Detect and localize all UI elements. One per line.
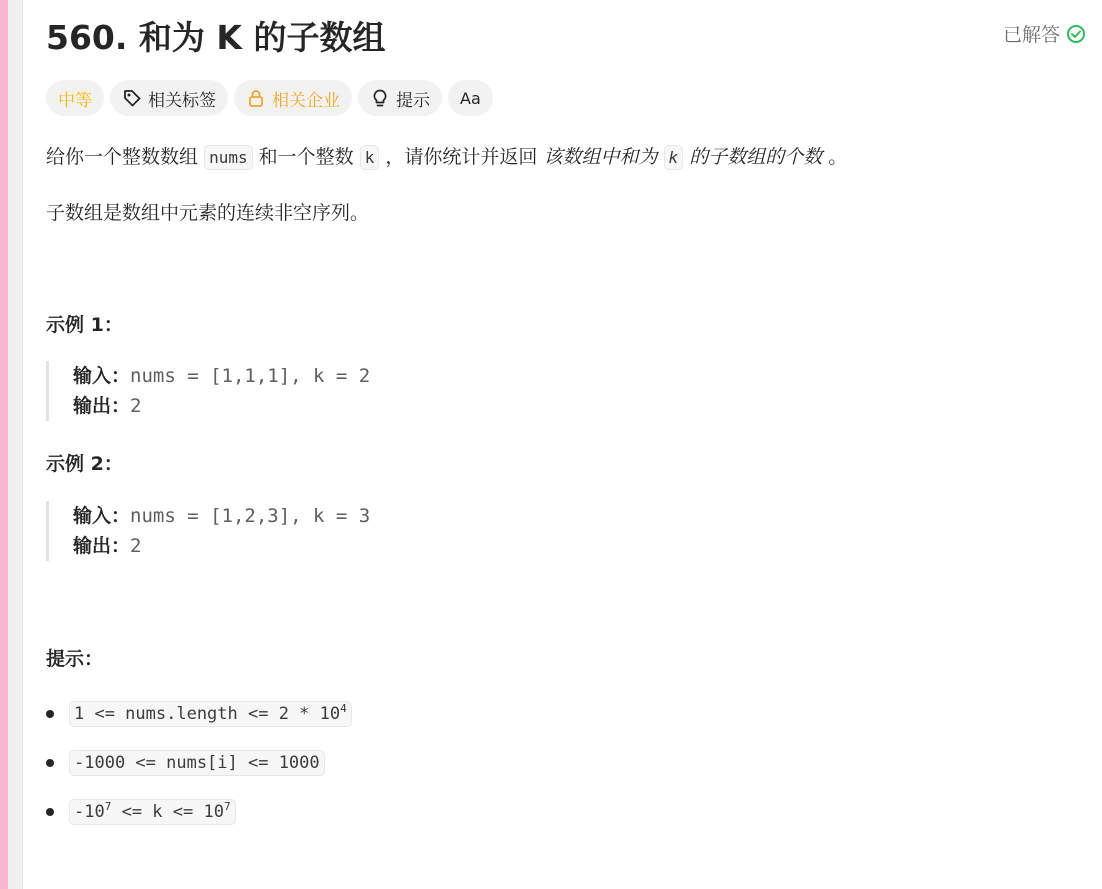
inline-code-k: k [360, 145, 380, 170]
example-2-heading: 示例 2： [46, 453, 123, 475]
subarray-definition: 子数组是数组中元素的连续非空序列。 [46, 202, 370, 224]
problem-title[interactable]: 560. 和为 K 的子数组 [46, 18, 386, 57]
output-label: 输出： [73, 395, 131, 417]
desc-text: 和一个整数 [258, 146, 354, 168]
inline-code-nums: nums [204, 145, 253, 170]
solved-status [1003, 20, 1086, 47]
input-label: 输入： [73, 365, 131, 387]
input-label: 输入： [73, 505, 131, 527]
solved-label: 已解答 [1002, 24, 1060, 46]
desc-text: ，请你统计并返回 [385, 146, 538, 168]
constraint-item [46, 699, 352, 729]
lock-icon [246, 88, 266, 108]
constraint-text: <= k <= 10 [111, 802, 224, 822]
example-1-output: 2 [130, 395, 142, 417]
related-tags-button[interactable] [110, 80, 228, 116]
desc-emphasis: 该数组中和为 [543, 146, 658, 168]
bullet-dot [46, 808, 54, 816]
bullet-dot [46, 710, 54, 718]
description-paragraph [46, 142, 847, 173]
constraint-code [69, 701, 352, 727]
example-2-output: 2 [130, 535, 142, 557]
example-2-input: nums = [1,2,3], k = 3 [130, 505, 371, 527]
constraint-code [69, 799, 236, 825]
tag-icon [122, 88, 142, 108]
bullet-dot [46, 759, 54, 767]
example-1-output-line [73, 391, 546, 421]
left-edge-accent [0, 0, 8, 889]
exponent: 7 [104, 800, 112, 813]
translate-icon: Aa [460, 88, 481, 108]
desc-text: 给你一个整数数组 [46, 146, 199, 168]
exponent: 4 [340, 702, 347, 715]
hint-label: 提示 [396, 90, 430, 111]
example-1-heading: 示例 1： [46, 314, 123, 336]
difficulty-label: 中等 [58, 90, 92, 111]
example-1-input-line [73, 361, 546, 391]
scroll-gutter[interactable] [8, 0, 23, 889]
constraint-item [46, 748, 325, 778]
lightbulb-icon [370, 88, 390, 108]
constraints-heading: 提示： [46, 648, 104, 670]
difficulty-badge[interactable] [46, 80, 104, 116]
constraint-text: -10 [74, 802, 105, 822]
check-circle-icon [1066, 24, 1086, 44]
desc-text: 。 [828, 146, 848, 168]
related-tags-label: 相关标签 [148, 90, 216, 111]
hint-button[interactable] [358, 80, 442, 116]
example-2-output-line [73, 531, 546, 561]
constraint-text: 1 <= nums.length <= 2 * 10 [74, 704, 341, 724]
desc-emphasis: 的子数组的个数 [689, 146, 823, 168]
translate-button[interactable] [448, 80, 493, 116]
exponent: 7 [223, 800, 231, 813]
example-2-input-line [73, 501, 546, 531]
inline-code-k-emphasis: k [664, 145, 684, 170]
constraint-item [46, 797, 236, 827]
related-companies-label: 相关企业 [272, 90, 340, 111]
example-2-block [46, 501, 546, 561]
constraint-code: -1000 <= nums[i] <= 1000 [69, 750, 325, 776]
related-companies-button[interactable] [234, 80, 352, 116]
example-1-block [46, 361, 546, 421]
example-1-input: nums = [1,1,1], k = 2 [130, 365, 371, 387]
problem-content [46, 0, 1086, 889]
output-label: 输出： [73, 535, 131, 557]
tag-bar [46, 80, 493, 116]
